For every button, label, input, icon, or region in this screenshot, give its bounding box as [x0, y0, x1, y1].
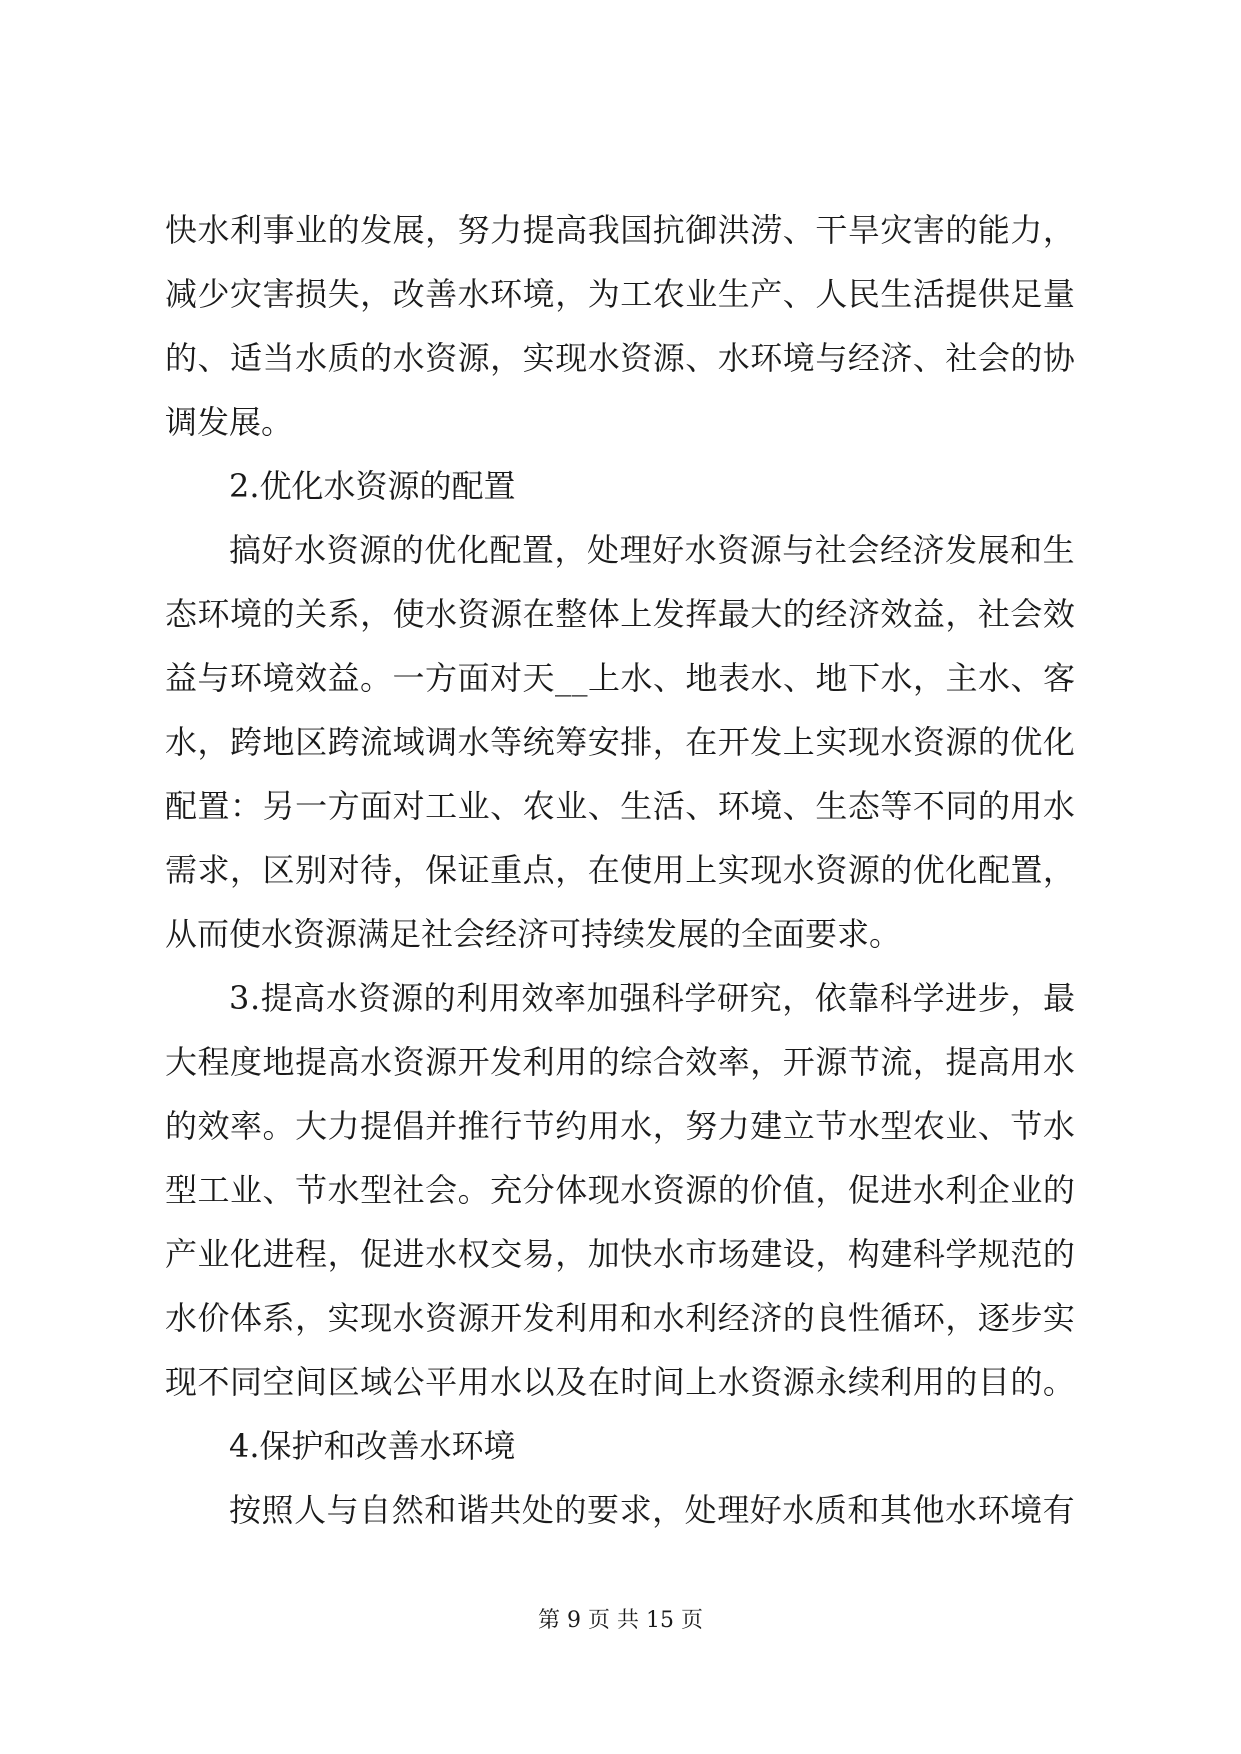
text-line: 按 照 人 与 自 然 和 谐 共 处 的 要 求 ， 处 理 好 水 质 和 其 他 水 环 境 有 — [229, 1491, 1075, 1529]
text-line: 搞 好 水 资 源 的 优 化 配 置 ， 处 理 好 水 资 源 与 社 会 经 济 发 展 和 生 — [229, 531, 1075, 569]
text-line: 型 工 业 、 节 水 型 社 会 。 充 分 体 现 水 资 源 的 价 值 ， 促 进 水 利 企 业 的 — [165, 1171, 1075, 1209]
text-line: 态 环 境 的 关 系 ， 使 水 资 源 在 整 体 上 发 挥 最 大 的 经 济 效 益 ， 社 会 效 — [165, 595, 1075, 633]
text-line: 益 与 环 境 效 益 。 一 方 面 对 天 _ _ 上 水 、 地 表 水 、 地 下 水 ， 主 水 、 客 — [165, 659, 1075, 697]
text-line: 现 不 同 空 间 区 域 公 平 用 水 以 及 在 时 间 上 水 资 源 永 续 利 用 的 目 的 。 — [165, 1363, 1075, 1401]
text-line: 水 ， 跨 地 区 跨 流 域 调 水 等 统 筹 安 排 ， 在 开 发 上 实 现 水 资 源 的 优 化 — [165, 723, 1075, 761]
document-body — [165, 198, 1075, 1542]
text-line: 水 价 体 系 ， 实 现 水 资 源 开 发 利 用 和 水 利 经 济 的 良 性 循 环 ， 逐 步 实 — [165, 1299, 1075, 1337]
text-line: 快 水 利 事 业 的 发 展 ， 努 力 提 高 我 国 抗 御 洪 涝 、 干 旱 灾 害 的 能 力 ， — [165, 211, 1075, 249]
text-line: 的 效 率 。 大 力 提 倡 并 推 行 节 约 用 水 ， 努 力 建 立 节 水 型 农 业 、 节 水 — [165, 1107, 1075, 1145]
text-line: 大 程 度 地 提 高 水 资 源 开 发 利 用 的 综 合 效 率 ， 开 源 节 流 ， 提 高 用 水 — [165, 1043, 1075, 1081]
text-line: 的 、 适 当 水 质 的 水 资 源 ， 实 现 水 资 源 、 水 环 境 与 经 济 、 社 会 的 协 — [165, 339, 1075, 377]
text-line: 配 置 ： 另 一 方 面 对 工 业 、 农 业 、 生 活 、 环 境 、 生 态 等 不 同 的 用 水 — [165, 787, 1075, 825]
text-line: 3 . 提 高 水 资 源 的 利 用 效 率 加 强 科 学 研 究 ， 依 靠 科 学 进 步 ， 最 — [229, 979, 1075, 1017]
text-line: 调发展。 — [165, 403, 294, 441]
text-line: 从而使水资源满足社会经济可持续发展的全面要求。 — [165, 915, 902, 953]
text-line: 产 业 化 进 程 ， 促 进 水 权 交 易 ， 加 快 水 市 场 建 设 ， 构 建 科 学 规 范 的 — [165, 1235, 1075, 1273]
section-heading: 2.优化水资源的配置 — [229, 467, 516, 505]
text-line: 减 少 灾 害 损 失 ， 改 善 水 环 境 ， 为 工 农 业 生 产 、 人 民 生 活 提 供 足 量 — [165, 275, 1075, 313]
text-line: 需 求 ， 区 别 对 待 ， 保 证 重 点 ， 在 使 用 上 实 现 水 资 源 的 优 化 配 置 ， — [165, 851, 1075, 889]
section-heading: 4.保护和改善水环境 — [229, 1427, 516, 1465]
page-number-footer: 第 9 页 共 15 页 — [538, 1608, 703, 1633]
